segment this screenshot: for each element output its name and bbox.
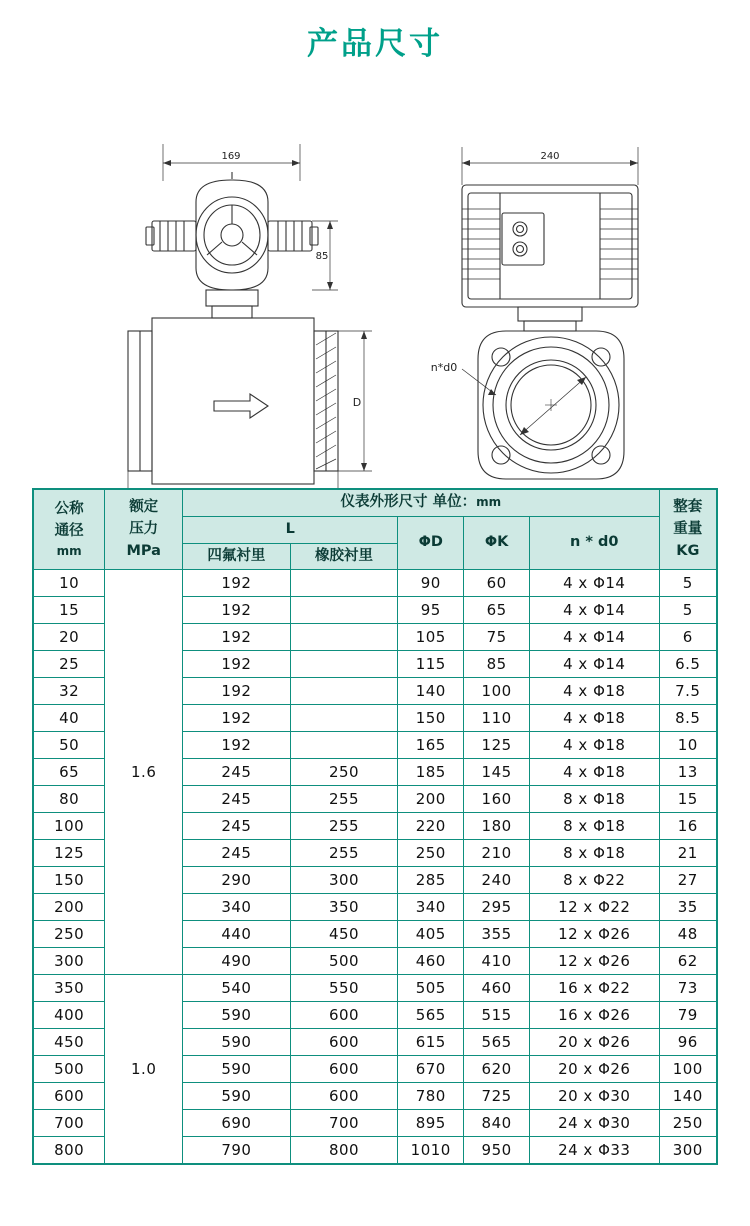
cell-weight: 5 <box>659 597 717 624</box>
cell-n-d0: 20 x Φ26 <box>530 1056 660 1083</box>
cell-phi-k: 145 <box>464 759 530 786</box>
cell-length-rubber <box>290 705 398 732</box>
header-total-weight: 整套 重量 KG <box>659 489 717 570</box>
header-length-ptfe: 四氟衬里 <box>183 543 291 570</box>
cell-phi-k: 840 <box>464 1110 530 1137</box>
cell-phi-d: 340 <box>398 894 464 921</box>
cell-nominal-diameter: 20 <box>33 624 105 651</box>
cell-length-rubber: 255 <box>290 840 398 867</box>
cell-weight: 10 <box>659 732 717 759</box>
cell-length-ptfe: 340 <box>183 894 291 921</box>
cell-phi-k: 125 <box>464 732 530 759</box>
cell-phi-d: 505 <box>398 975 464 1002</box>
cell-nominal-diameter: 800 <box>33 1137 105 1164</box>
cell-phi-d: 90 <box>398 570 464 597</box>
cell-phi-d: 565 <box>398 1002 464 1029</box>
cell-n-d0: 20 x Φ26 <box>530 1029 660 1056</box>
cell-length-rubber <box>290 624 398 651</box>
technical-drawings <box>0 69 750 469</box>
cell-length-rubber <box>290 732 398 759</box>
cell-nominal-diameter: 450 <box>33 1029 105 1056</box>
cell-weight: 5 <box>659 570 717 597</box>
cell-nominal-diameter: 32 <box>33 678 105 705</box>
cell-nominal-diameter: 250 <box>33 921 105 948</box>
cell-length-ptfe: 245 <box>183 840 291 867</box>
cell-nominal-diameter: 500 <box>33 1056 105 1083</box>
cell-length-ptfe: 245 <box>183 813 291 840</box>
cell-length-rubber: 600 <box>290 1002 398 1029</box>
cell-weight: 300 <box>659 1137 717 1164</box>
cell-phi-k: 295 <box>464 894 530 921</box>
cell-nominal-diameter: 10 <box>33 570 105 597</box>
cell-length-ptfe: 192 <box>183 624 291 651</box>
cell-weight: 7.5 <box>659 678 717 705</box>
cell-phi-d: 105 <box>398 624 464 651</box>
cell-phi-k: 75 <box>464 624 530 651</box>
header-length-group: L <box>183 516 398 543</box>
cell-length-rubber: 450 <box>290 921 398 948</box>
dim-D: D <box>352 396 362 409</box>
header-phi-k: ΦK <box>464 516 530 570</box>
cell-phi-d: 95 <box>398 597 464 624</box>
cell-n-d0: 24 x Φ33 <box>530 1137 660 1164</box>
cell-phi-d: 1010 <box>398 1137 464 1164</box>
cell-weight: 250 <box>659 1110 717 1137</box>
cell-phi-k: 565 <box>464 1029 530 1056</box>
cell-length-ptfe: 245 <box>183 759 291 786</box>
cell-phi-d: 895 <box>398 1110 464 1137</box>
cell-nominal-diameter: 125 <box>33 840 105 867</box>
cell-length-ptfe: 490 <box>183 948 291 975</box>
dim-169: 169 <box>221 151 241 162</box>
cell-n-d0: 8 x Φ18 <box>530 840 660 867</box>
cell-n-d0: 4 x Φ18 <box>530 759 660 786</box>
cell-nominal-diameter: 400 <box>33 1002 105 1029</box>
cell-length-ptfe: 590 <box>183 1083 291 1110</box>
cell-weight: 48 <box>659 921 717 948</box>
cell-weight: 96 <box>659 1029 717 1056</box>
cell-nominal-diameter: 50 <box>33 732 105 759</box>
cell-nominal-diameter: 700 <box>33 1110 105 1137</box>
table-row <box>33 570 717 597</box>
cell-phi-d: 615 <box>398 1029 464 1056</box>
cell-rated-pressure: 1.6 <box>105 570 183 975</box>
cell-phi-d: 185 <box>398 759 464 786</box>
cell-n-d0: 4 x Φ14 <box>530 570 660 597</box>
cell-phi-d: 220 <box>398 813 464 840</box>
cell-nominal-diameter: 300 <box>33 948 105 975</box>
cell-phi-k: 410 <box>464 948 530 975</box>
cell-weight: 8.5 <box>659 705 717 732</box>
cell-length-rubber: 550 <box>290 975 398 1002</box>
cell-n-d0: 4 x Φ14 <box>530 624 660 651</box>
cell-length-rubber: 600 <box>290 1083 398 1110</box>
cell-nominal-diameter: 65 <box>33 759 105 786</box>
cell-weight: 21 <box>659 840 717 867</box>
table-body <box>33 570 717 1164</box>
cell-phi-d: 140 <box>398 678 464 705</box>
cell-length-ptfe: 590 <box>183 1029 291 1056</box>
cell-length-ptfe: 192 <box>183 570 291 597</box>
cell-nominal-diameter: 80 <box>33 786 105 813</box>
cell-phi-k: 160 <box>464 786 530 813</box>
cell-weight: 13 <box>659 759 717 786</box>
cell-phi-d: 250 <box>398 840 464 867</box>
cell-phi-d: 405 <box>398 921 464 948</box>
cell-weight: 79 <box>659 1002 717 1029</box>
cell-phi-d: 285 <box>398 867 464 894</box>
cell-nominal-diameter: 15 <box>33 597 105 624</box>
header-n-d0: n * d0 <box>530 516 660 570</box>
dim-85: 85 <box>315 251 329 262</box>
cell-phi-k: 180 <box>464 813 530 840</box>
cell-phi-k: 950 <box>464 1137 530 1164</box>
cell-phi-k: 355 <box>464 921 530 948</box>
table-head <box>33 489 717 570</box>
cell-rated-pressure: 1.0 <box>105 975 183 1164</box>
cell-length-rubber: 600 <box>290 1056 398 1083</box>
cell-phi-k: 85 <box>464 651 530 678</box>
cell-phi-k: 100 <box>464 678 530 705</box>
cell-n-d0: 12 x Φ26 <box>530 948 660 975</box>
label-n-d0: n*d0 <box>430 361 458 374</box>
header-phi-d: ΦD <box>398 516 464 570</box>
cell-n-d0: 12 x Φ26 <box>530 921 660 948</box>
cell-phi-d: 780 <box>398 1083 464 1110</box>
cell-length-rubber <box>290 651 398 678</box>
cell-length-rubber: 800 <box>290 1137 398 1164</box>
cell-weight: 62 <box>659 948 717 975</box>
cell-weight: 6 <box>659 624 717 651</box>
cell-phi-k: 65 <box>464 597 530 624</box>
header-length-rubber: 橡胶衬里 <box>290 543 398 570</box>
cell-n-d0: 16 x Φ26 <box>530 1002 660 1029</box>
cell-phi-k: 460 <box>464 975 530 1002</box>
cell-length-rubber <box>290 597 398 624</box>
cell-length-rubber: 250 <box>290 759 398 786</box>
drawing-svg <box>0 69 750 469</box>
cell-weight: 100 <box>659 1056 717 1083</box>
cell-nominal-diameter: 25 <box>33 651 105 678</box>
cell-nominal-diameter: 150 <box>33 867 105 894</box>
cell-length-ptfe: 590 <box>183 1056 291 1083</box>
cell-length-rubber: 300 <box>290 867 398 894</box>
cell-length-rubber <box>290 570 398 597</box>
cell-length-ptfe: 790 <box>183 1137 291 1164</box>
header-nominal-diameter: 公称 通径 mm <box>33 489 105 570</box>
cell-nominal-diameter: 200 <box>33 894 105 921</box>
cell-n-d0: 8 x Φ18 <box>530 813 660 840</box>
table-row <box>33 975 717 1002</box>
cell-phi-k: 515 <box>464 1002 530 1029</box>
cell-length-ptfe: 590 <box>183 1002 291 1029</box>
cell-phi-d: 150 <box>398 705 464 732</box>
cell-weight: 15 <box>659 786 717 813</box>
cell-length-ptfe: 192 <box>183 705 291 732</box>
dimensions-table <box>32 488 718 1165</box>
cell-nominal-diameter: 350 <box>33 975 105 1002</box>
cell-length-rubber <box>290 678 398 705</box>
cell-n-d0: 4 x Φ18 <box>530 705 660 732</box>
header-rated-pressure: 额定 压力 MPa <box>105 489 183 570</box>
cell-phi-d: 200 <box>398 786 464 813</box>
cell-length-rubber: 600 <box>290 1029 398 1056</box>
cell-weight: 27 <box>659 867 717 894</box>
cell-n-d0: 12 x Φ22 <box>530 894 660 921</box>
cell-length-ptfe: 245 <box>183 786 291 813</box>
cell-length-ptfe: 440 <box>183 921 291 948</box>
cell-nominal-diameter: 600 <box>33 1083 105 1110</box>
cell-n-d0: 4 x Φ14 <box>530 597 660 624</box>
dimensions-table-wrap <box>32 488 718 1165</box>
header-row-1 <box>33 489 717 516</box>
cell-length-ptfe: 192 <box>183 678 291 705</box>
cell-phi-d: 165 <box>398 732 464 759</box>
cell-length-ptfe: 690 <box>183 1110 291 1137</box>
cell-nominal-diameter: 100 <box>33 813 105 840</box>
header-overall-dimensions: 仪表外形尺寸 单位：mm <box>183 489 659 516</box>
cell-phi-k: 60 <box>464 570 530 597</box>
cell-length-ptfe: 192 <box>183 732 291 759</box>
cell-weight: 35 <box>659 894 717 921</box>
cell-n-d0: 16 x Φ22 <box>530 975 660 1002</box>
cell-n-d0: 24 x Φ30 <box>530 1110 660 1137</box>
cell-weight: 73 <box>659 975 717 1002</box>
cell-length-rubber: 500 <box>290 948 398 975</box>
cell-phi-d: 115 <box>398 651 464 678</box>
dim-240: 240 <box>540 151 560 162</box>
cell-phi-k: 620 <box>464 1056 530 1083</box>
page-title: 产品尺寸 <box>307 26 443 62</box>
cell-length-rubber: 255 <box>290 813 398 840</box>
cell-phi-d: 670 <box>398 1056 464 1083</box>
cell-length-ptfe: 192 <box>183 597 291 624</box>
cell-n-d0: 8 x Φ22 <box>530 867 660 894</box>
cell-weight: 140 <box>659 1083 717 1110</box>
cell-length-ptfe: 192 <box>183 651 291 678</box>
cell-phi-k: 725 <box>464 1083 530 1110</box>
cell-phi-d: 460 <box>398 948 464 975</box>
cell-length-ptfe: 540 <box>183 975 291 1002</box>
cell-phi-k: 210 <box>464 840 530 867</box>
cell-n-d0: 4 x Φ18 <box>530 678 660 705</box>
cell-weight: 16 <box>659 813 717 840</box>
cell-length-ptfe: 290 <box>183 867 291 894</box>
cell-phi-k: 110 <box>464 705 530 732</box>
cell-length-rubber: 255 <box>290 786 398 813</box>
cell-nominal-diameter: 40 <box>33 705 105 732</box>
cell-length-rubber: 350 <box>290 894 398 921</box>
cell-weight: 6.5 <box>659 651 717 678</box>
cell-n-d0: 20 x Φ30 <box>530 1083 660 1110</box>
cell-phi-k: 240 <box>464 867 530 894</box>
cell-n-d0: 8 x Φ18 <box>530 786 660 813</box>
cell-length-rubber: 700 <box>290 1110 398 1137</box>
cell-n-d0: 4 x Φ18 <box>530 732 660 759</box>
cell-n-d0: 4 x Φ14 <box>530 651 660 678</box>
